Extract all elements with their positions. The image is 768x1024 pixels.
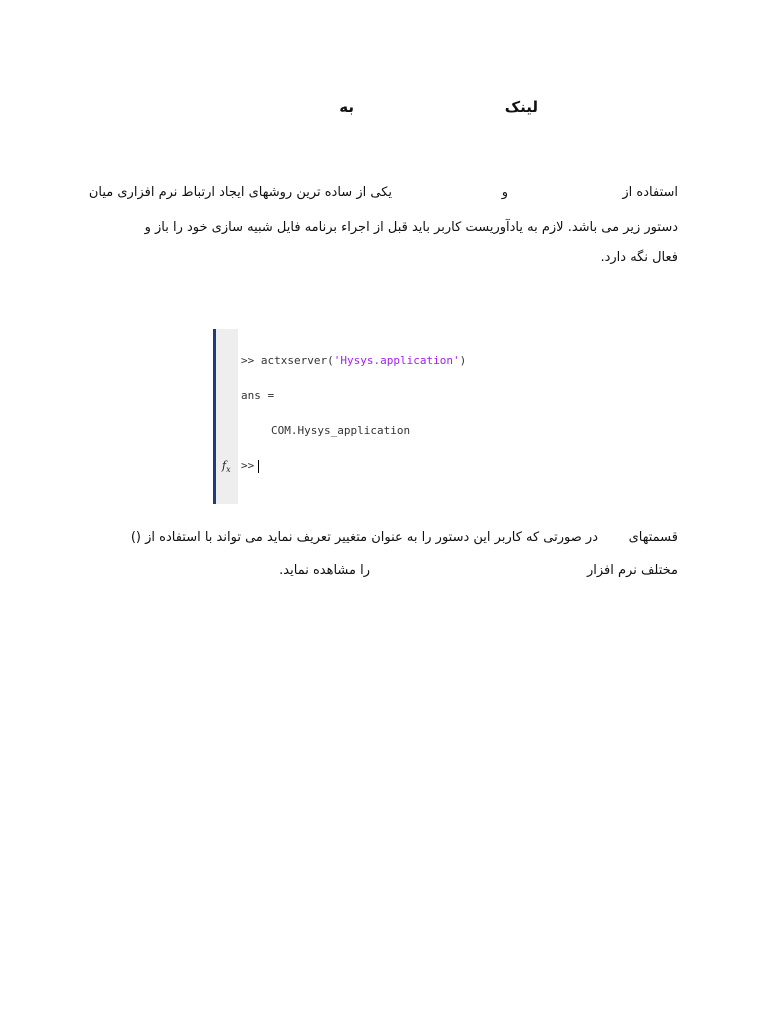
outro-line-2-end: را مشاهده نماید. — [279, 563, 370, 578]
command-result: COM.Hysys_application — [271, 424, 411, 437]
prompt: >> — [241, 354, 255, 367]
next-prompt-line[interactable] — [241, 459, 259, 473]
intro-line-2: دستور زیر می باشد. لازم به یادآوریست کاربر باید قبل از اجراء برنامه فایل شبیه سازی خود را باز و — [144, 220, 678, 235]
outro-line-2-start: مختلف نرم افزار — [586, 563, 678, 578]
intro-and-word: و — [501, 185, 508, 200]
outro-line-1-end: قسمتهای — [628, 530, 678, 545]
heading-word-link: لینک — [504, 98, 538, 116]
heading-word-to: به — [339, 98, 354, 116]
command-line-1 — [241, 354, 466, 367]
text-cursor — [258, 460, 259, 473]
command-argument: 'Hysys.application' — [333, 354, 460, 367]
command-gutter — [216, 329, 238, 504]
outro-line-1: در صورتی که کاربر این دستور را به عنوان متغییر تعریف نماید می تواند با استفاده از () — [130, 530, 598, 545]
ans-label: ans = — [241, 389, 275, 402]
next-prompt: >> — [241, 459, 255, 472]
command-close-paren: ) — [459, 354, 467, 367]
intro-line-3: فعال نگه دارد. — [600, 250, 678, 265]
intro-line-1-end: استفاده از — [622, 185, 678, 200]
intro-line-1: یکی از ساده ترین روشهای ایجاد ارتباط نرم افزاری میان — [88, 185, 392, 200]
fx-icon: $f_x$ — [222, 459, 231, 475]
matlab-command-window — [213, 329, 516, 504]
command-function: actxserver( — [260, 354, 334, 367]
